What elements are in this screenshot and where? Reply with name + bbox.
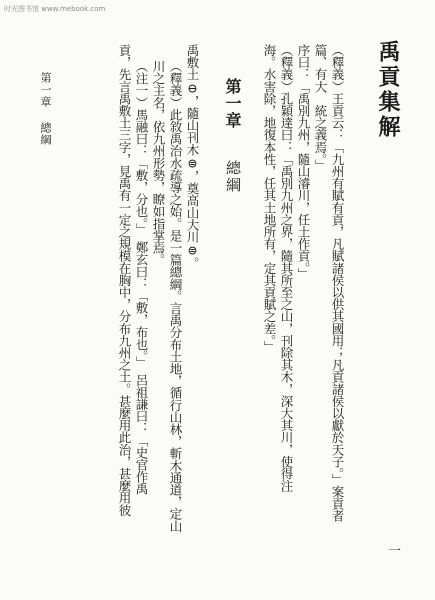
text-column: 序曰：「禹別九州，隨山濬川，任土作貢。」 [296,44,311,280]
text-column: 川之主名，依九州形勢，瞭如指掌焉。 [151,60,166,266]
text-column: 海。水害除，地復本性，任其土地所有，定其貢賦之差。」 [262,44,277,353]
chapter-subtitle: 總綱 [224,160,242,194]
running-header [40,72,51,146]
page-number: 一 [387,544,401,559]
watermark: 时光图书馆 www.mebook.com [4,5,106,13]
text-column: （釋義）王貢云：「九州有賦有貢，凡賦諸侯以供其國用；凡貢諸侯以獻於天子。」案貢者 [330,44,345,522]
text-column: （釋義）孔穎達曰：「禹別九州之界，隨其所至之山，刊除其木，深大其川，使得注 [279,44,294,492]
text-column: 禹敷土⊖，隨山刊木⊜，奠高山大川⊜。 [185,44,200,270]
running-header-section: 總綱 [39,122,52,146]
book-title: 禹貢集解 [375,40,401,140]
text-column: （釋義）此敘禹治水疏導之始。是一篇總綱。言禹分布土地，循行山林，斬木通道，定山 [168,60,183,532]
text-column: 篇、有大 統之義焉。」 [313,44,328,171]
running-header-chapter: 第一章 [39,72,52,108]
chapter-heading: 第一章 [223,78,242,129]
text-column: （注一）馬融曰：「敷，分也。」 鄭玄曰：「敷，布也。」 呂祖謙曰：「史官作禹 [134,60,149,495]
text-column: 貢，先言禹敷土三字，見禹有一定之規模在胸中，分布九州之土。甚麼用此治，甚麼用彼 [117,44,132,516]
